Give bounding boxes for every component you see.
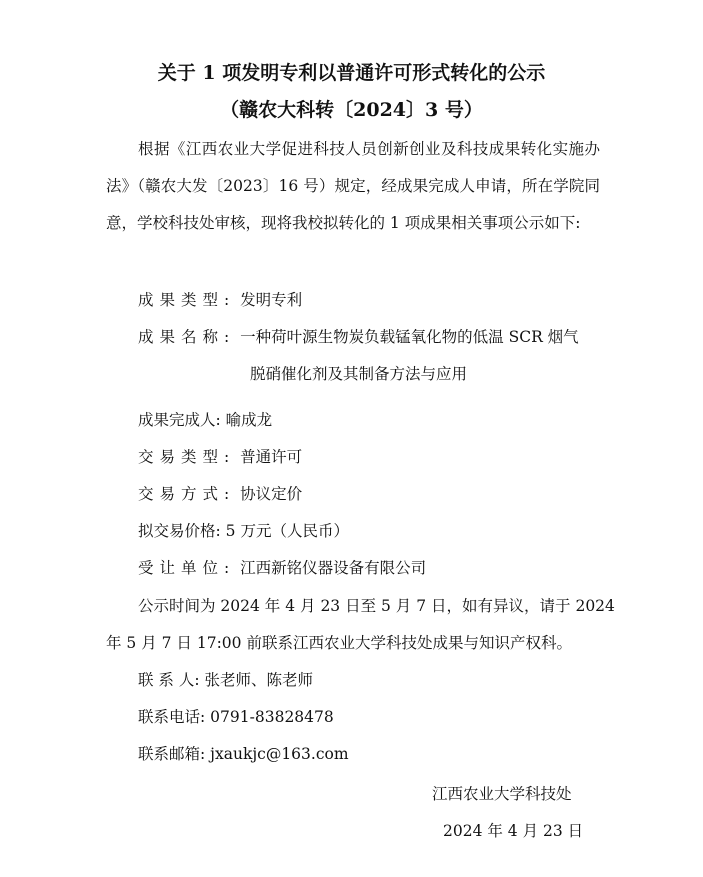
field-trade-method [138,484,302,504]
field-value: 张老师、陈老师 [204,671,314,689]
field-buyer [138,558,426,578]
field-result-name-continued: 脱硝催化剂及其制备方法与应用 [250,365,468,383]
contact-phone [138,707,334,727]
field-result-type [138,290,302,310]
field-label: 联 系 人: [138,671,200,689]
notice-line-1: 公示时间为 2024 年 4 月 23 日至 5 月 7 日，如有异议，请于 2024 [138,597,615,615]
field-value: 0791-83828478 [210,708,334,726]
document-title: 关于 1 项发明专利以普通许可形式转化的公示 [157,62,546,84]
field-author [138,410,272,430]
field-label: 拟交易价格: [138,522,221,540]
field-label: 交易方式: [138,485,236,503]
field-value: 一种荷叶源生物炭负载锰氧化物的低温 SCR 烟气 [240,328,579,346]
field-label: 受让单位: [138,559,236,577]
field-label: 成果类型: [138,291,236,309]
field-value: jxaukjc@163.com [210,745,349,763]
field-value: 协议定价 [240,485,303,503]
document-number: （赣农大科转〔2024〕3 号） [220,99,483,121]
field-value: 普通许可 [240,448,303,466]
intro-paragraph: 根据《江西农业大学促进科技人员创新创业及科技成果转化实施办法》（赣农大发〔2023〕16 号）规定，经成果完成人申请，所在学院同意，学校科技处审核，现将我校拟转化的 1 项成果相关事项公示如下: [106,140,600,232]
field-label: 联系电话: [138,708,206,726]
field-value: 江西新铭仪器设备有限公司 [240,559,427,577]
field-result-name [138,327,579,347]
field-label: 成果名称: [138,328,236,346]
contact-email [138,744,349,764]
field-value: 喻成龙 [225,411,273,429]
field-value: 发明专利 [240,291,303,309]
contact-person [138,670,313,690]
signature-organization: 江西农业大学科技处 [432,785,572,803]
signature-date: 2024 年 4 月 23 日 [443,822,584,840]
notice-line-2: 年 5 月 7 日 17:00 前联系江西农业大学科技处成果与知识产权科。 [106,634,572,652]
field-price [138,521,349,541]
field-label: 成果完成人: [138,411,221,429]
field-label: 交易类型: [138,448,236,466]
field-trade-type [138,447,302,467]
field-label: 联系邮箱: [138,745,206,763]
field-value: 5 万元（人民币） [225,522,349,540]
